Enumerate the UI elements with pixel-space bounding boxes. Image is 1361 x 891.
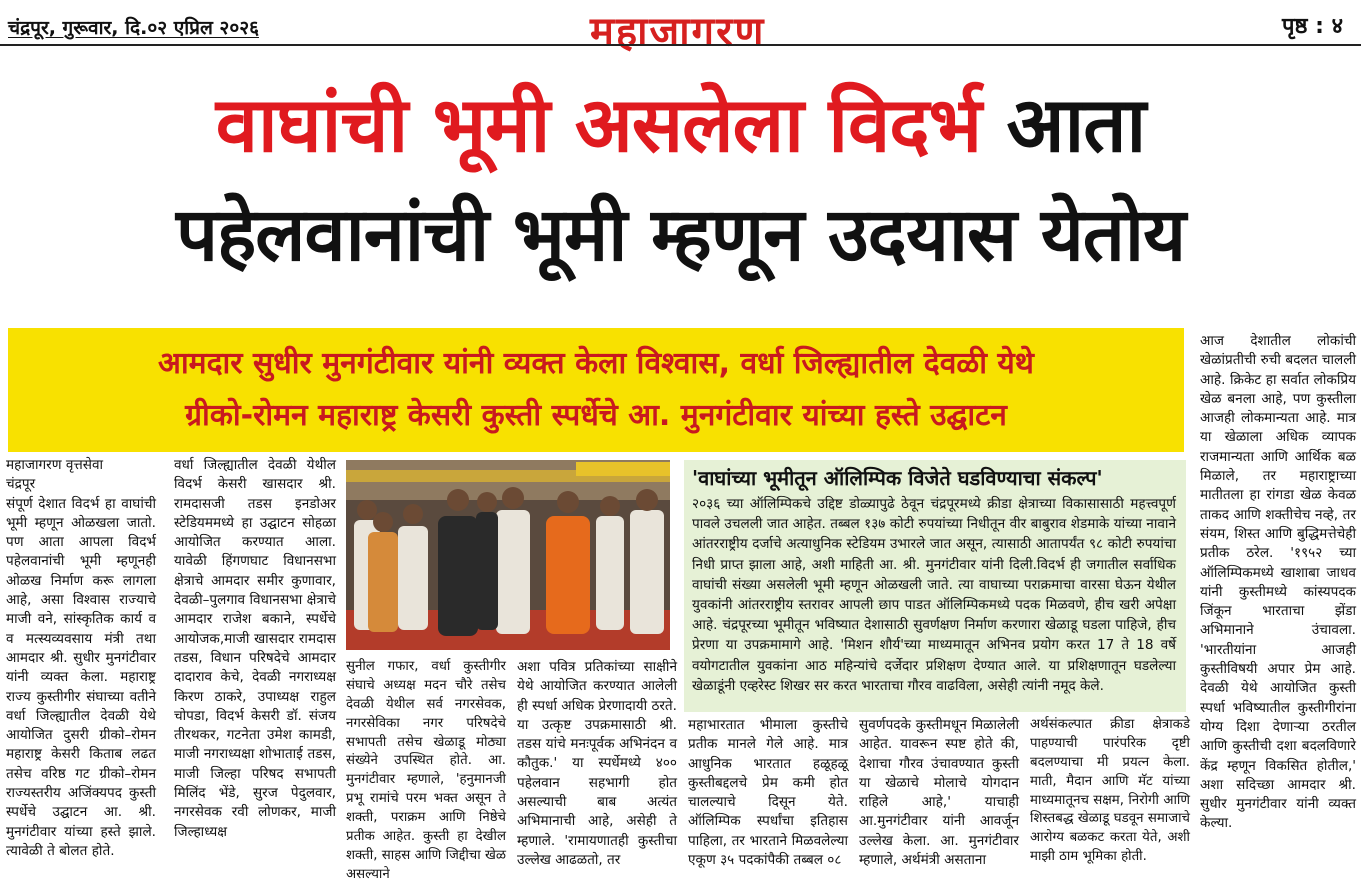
headline-black: आता xyxy=(1006,80,1146,169)
headline-red: वाघांची भूमी असलेला विदर्भ xyxy=(215,80,982,169)
article-column-4 xyxy=(517,658,677,870)
page-number: पृष्ठ : ४ xyxy=(1282,14,1344,39)
article-column-5 xyxy=(688,716,848,870)
dateline: चंद्रपूर, गुरूवार, दि.०२ एप्रिल २०२६ xyxy=(8,17,259,39)
article-column-6 xyxy=(859,716,1019,870)
article-column-2 xyxy=(174,456,336,842)
column-text: महाभारतात भीमाला कुस्तीचे प्रतीक मानले गेले आहे. मात्र आधुनिक भारतात हळूहळू कुस्तीबद्दलचे प्रेम कमी होत चालल्याचे दिसून येते. ऑलिम्पिक स्पर्धांचा इतिहास पाहिला, तर भारताने मिळवलेल्या एकूण ३५ पदकांपैकी तब्बल ०८ xyxy=(688,717,848,869)
column-text: आज देशातील लोकांची खेळांप्रतीची रुची बदलत चालली आहे. क्रिकेट हा सर्वात लोकप्रिय खेळ बनला आहे, पण कुस्तीला आजही लोकमान्यता आहे. मात्र या खेळाला अधिक व्यापक राजमान्यता आणि आर्थिक बळ मिळाले, तर महाराष्ट्राच्या मातीतला हा रांगडा खेळ केवळ ताकद आणि शक्तीचेच नव्हे, तर संयम, शिस्त आणि बुद्धिमत्तेचेही प्रतीक ठरेल. '१९५२ च्या ऑलिम्पिकमध्ये खाशाबा जाधव यांनी कुस्तीमध्ये कांस्यपदक जिंकून भारताचा झेंडा अभिमानाने उंचावला. 'भारतीयांना आजही कुस्तीविषयी अपार प्रेम आहे. देवळी येथे आयोजित कुस्ती स्पर्धा भविष्यातील कुस्तीगीरांना योग्य दिशा देणाऱ्या ठरतील आणि कुस्तीची दशा बदलविणारे केंद्र म्हणून विकसित होतील,' अशा सदिच्छा आमदार श्री. सुधीर मुनगंटीवार यांनी व्यक्त केल्या. xyxy=(1200,333,1356,832)
newspaper-title: महाजागरण xyxy=(590,9,766,55)
column-text: अर्थसंकल्पात क्रीडा क्षेत्राकडे पाहण्याची पारंपरिक दृष्टी बदलण्याचा मी प्रयत्न केला. माती, मैदान आणि मॅट यांच्या माध्यमातूनच सक्षम, निरोगी आणि शिस्तबद्ध खेळाडू घडवून समाजाचे आरोग्य बळकट करता येते, अशी माझी ठाम भूमिका होती. xyxy=(1030,717,1190,865)
subhead-line2: ग्रीको-रोमन महाराष्ट्र केसरी कुस्ती स्पर्धेचे आ. मुनगंटीवार यांच्या हस्ते उद्घाटन xyxy=(185,398,1007,433)
subhead-banner xyxy=(8,328,1184,452)
byline-place: चंद्रपूर xyxy=(6,476,36,493)
box-heading: 'वाघांच्या भूमीतून ऑलिम्पिक विजेते घडविण्याचा संकल्प' xyxy=(692,466,1103,490)
photo-illustration xyxy=(346,460,670,650)
masthead xyxy=(0,0,1361,55)
headline-line2: पहेलवानांची भूमी म्हणून उदयास येतोय xyxy=(175,192,1186,278)
subhead-line1: आमदार सुधीर मुनगंटीवार यांनी व्यक्त केला विश्वास, वर्धा जिल्ह्यातील देवळी येथे xyxy=(158,346,1034,381)
event-photo xyxy=(346,460,670,650)
article-column-1 xyxy=(6,456,156,861)
column-text: वर्धा जिल्ह्यातील देवळी येथील विदर्भ केसरी खासदार श्री. रामदासजी तडस इनडोअर स्टेडियममध्ये हा उद्घाटन सोहळा आयोजित करण्यात आला. यावेळी हिंगणघाट विधानसभा क्षेत्राचे आमदार समीर कुणावार, देवळी–पुलगाव विधानसभा क्षेत्राचे आमदार राजेश बकाने, स्पर्धेचे आयोजक,माजी खासदार रामदास तडस, विधान परिषदेचे आमदार दादाराव केचे, देवळी नगराध्यक्ष किरण ठाकरे, उपाध्यक्ष राहुल चोपडा, विदर्भ केसरी डॉ. संजय तीरथकर, गटनेता उमेश कामडी, माजी नगराध्यक्षा शोभाताई तडस, माजी जिल्हा परिषद सभापती मिलिंद भेंडे, सुरज पेदुलवार, नगरसेवक रवी लोणकर, माजी जिल्हाध्यक्ष xyxy=(174,457,336,840)
highlight-box xyxy=(684,460,1186,712)
masthead-rule xyxy=(0,44,1361,46)
column-text: सुनील गफार, वर्धा कुस्तीगीर संघाचे अध्यक्ष मदन चौरे तसेच देवळी येथील सर्व नगरसेवक, नगरसेविका नगर परिषदेचे सभापती तसेच खेळाडू मोठ्या संख्येने उपस्थित होते. आ. मुनगंटीवार म्हणाले, 'हनुमानजी प्रभू रामांचे परम भक्त असून ते शक्ती, पराक्रम आणि निष्ठेचे प्रतीक आहेत. कुस्ती हा देखील शक्ती, साहस आणि जिद्दीचा खेळ असल्याने xyxy=(346,659,506,882)
column-text: संपूर्ण देशात विदर्भ हा वाघांची भूमी म्हणून ओळखला जातो. पण आता आपला विदर्भ पहेलवानांची भूमी म्हणूनही ओळख निर्माण करू लागला आहे, असा विश्वास राज्याचे माजी वने, सांस्कृतिक कार्य व व मत्स्यव्यवसाय मंत्री तथा आमदार श्री. सुधीर मुनगंटीवार यांनी व्यक्त केला. महाराष्ट्र राज्य कुस्तीगीर संघाच्या वतीने वर्धा जिल्ह्यातील देवळी येथे आयोजित दुसरी ग्रीको–रोमन महाराष्ट्र केसरी किताब लढत तसेच वरिष्ठ गट ग्रीको–रोमन राज्यस्तरीय अजिंक्यपद कुस्ती स्पर्धेचे उद्घाटन आ. श्री. मुनगंटीवार यांच्या हस्ते झाले. त्यावेळी ते बोलत होते. xyxy=(6,495,156,859)
article-column-7 xyxy=(1030,716,1190,867)
byline-agency: महाजागरण वृत्तसेवा xyxy=(6,457,104,473)
headline-line1 xyxy=(0,78,1361,172)
column-text: अशा पवित्र प्रतिकांच्या साक्षीने येथे आयोजित करण्यात आलेली ही स्पर्धा अधिक प्रेरणादायी ठरते. या उत्कृष्ट उपक्रमासाठी श्री. तडस यांचे मनःपूर्वक अभिनंदन व कौतुक.' या स्पर्धेमध्ये ४०० पहेलवान सहभागी होत असल्याची बाब अत्यंत अभिमानाची आहे, असेही ते म्हणाले. 'रामायणातही कुस्तीचा उल्लेख आढळतो, तर xyxy=(517,659,677,868)
box-body: २०३६ च्या ऑलिम्पिकचे उद्दिष्ट डोळ्यापुढे ठेवून चंद्रपूरमध्ये क्रीडा क्षेत्राच्या विकासासाठी महत्त्वपूर्ण पावले उचलली जात आहेत. तब्बल १३७ कोटी रुपयांच्या निधीतून वीर बाबुराव शेडमाके यांच्या नावाने आंतरराष्ट्रीय दर्जाचे अत्याधुनिक स्टेडियम उभारले जात असून, त्यासाठी आतापर्यंत ९८ कोटी रुपयांचा निधी प्राप्त झाला आहे, अशी माहिती आ. श्री. मुनगंटीवार यांनी दिली.विदर्भ ही जगातील सर्वाधिक वाघांची संख्या असलेली भूमी म्हणून ओळखली जाते. त्या वाघाच्या पराक्रमाचा वारसा घेऊन येथील युवकांनी आंतरराष्ट्रीय स्तरावर आपली छाप पाडत ऑलिम्पिकमध्ये पदक मिळवणे, हीच खरी अपेक्षा आहे. चंद्रपूरच्या भूमीतून भविष्यात देशासाठी सुवर्णक्षण निर्माण करणारा खेळाडू घडला पाहिजे, हीच प्रेरणा या उपक्रमामागे आहे. 'मिशन शौर्य'च्या माध्यमातून अभिनव प्रयोग करत 17 ते 18 वर्षे वयोगटातील युवकांना आठ महिन्यांचे दर्जेदार प्रशिक्षण देण्यात आले. या प्रशिक्षणातून घडलेल्या खेळाडूंनी एव्हरेस्ट शिखर सर करत भारताचा गौरव वाढविला, असेही त्यांनी नमूद केले. xyxy=(692,496,1176,694)
article-column-8 xyxy=(1200,332,1356,834)
column-text: सुवर्णपदके कुस्तीमधून मिळालेली आहेत. यावरून स्पष्ट होते की, देशाचा गौरव उंचावण्यात कुस्ती या खेळाचे मोलाचे योगदान राहिले आहे,' याचाही आ.मुनगंटीवार यांनी आवर्जून उल्लेख केला. आ. मुनगंटीवार म्हणाले, अर्थमंत्री असताना xyxy=(859,717,1019,869)
article-column-3 xyxy=(346,658,506,885)
